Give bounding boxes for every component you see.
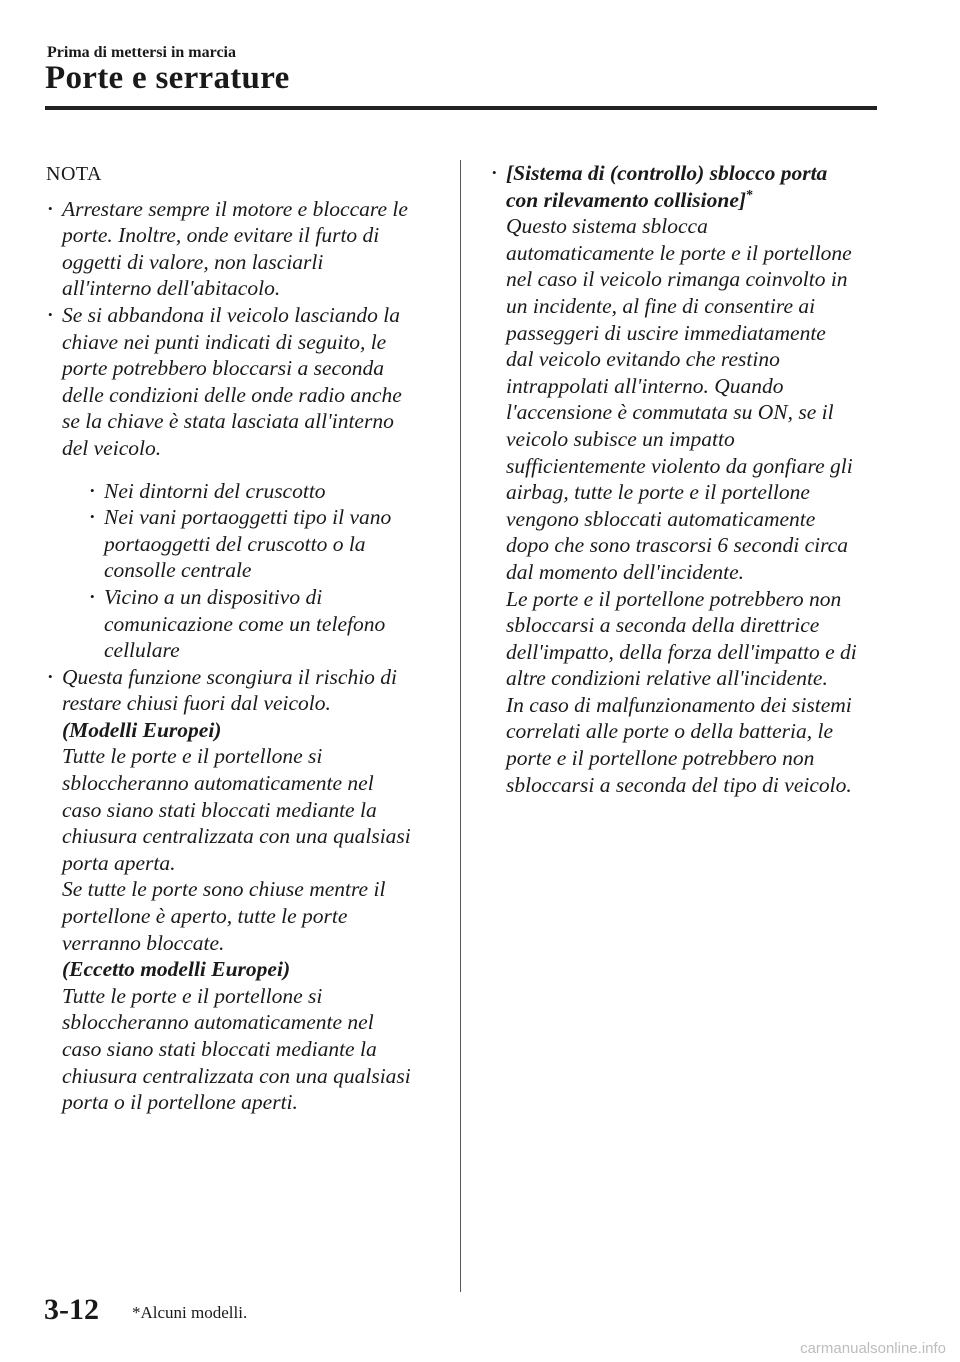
sub-bullet-phone (88, 584, 446, 664)
note-bullet-3 (46, 664, 446, 1116)
text-line: intrappolati all'interno. Quando (506, 373, 784, 398)
text-line: chiave nei punti indicati di seguito, le (62, 329, 387, 354)
note-bullet-1 (46, 196, 446, 302)
text-line: sufficientemente violento da gonfiare gli (506, 453, 853, 478)
text-line: chiusura centralizzata con una qualsiasi (62, 824, 411, 849)
text-line: • Nei vani portaoggetti tipo il vano (104, 505, 392, 530)
header-divider (45, 106, 877, 110)
text-line: portaoggetti del cruscotto o la (104, 531, 366, 556)
text-line: all'interno dell'abitacolo. (62, 276, 281, 301)
text-line: portellone è aperto, tutte le porte (62, 904, 348, 929)
text-line: verranno bloccate. (62, 930, 225, 955)
sub-bullet-dashboard (88, 478, 446, 505)
text-line: • Nei dintorni del cruscotto (104, 478, 326, 503)
collision-unlock-heading-line-1: • [Sistema di (controllo) sblocco porta (506, 161, 828, 185)
some-models-mark: * (746, 187, 754, 203)
text-line: airbag, tutte le porte e il portellone (506, 480, 810, 505)
heading-text: con rilevamento collisione] (506, 187, 747, 212)
note-title: NOTA (46, 163, 102, 185)
left-column (46, 160, 446, 1116)
text-line: Tutte le porte e il portellone si (62, 744, 323, 769)
text-line: consolle centrale (104, 558, 252, 583)
text-line: dopo che sono trascorsi 6 secondi circa (506, 533, 848, 558)
text-line: del veicolo. (62, 435, 162, 460)
text-line: porta o il portellone aperti. (62, 1090, 298, 1115)
text-line: un incidente, al fine di consentire ai (506, 293, 816, 318)
column-divider (460, 160, 461, 1292)
text-line: altre condizioni relative all'incidente. (506, 666, 828, 691)
footnote: *Alcuni modelli. (132, 1303, 248, 1322)
text-line: Tutte le porte e il portellone si (62, 983, 323, 1008)
text-line: • Arrestare sempre il motore e bloccare le (62, 196, 408, 221)
sub-bullet-storage (88, 504, 446, 584)
text-line: porte. Inoltre, onde evitare il furto di (62, 223, 380, 248)
text-line: • Questa funzione scongiura il rischio di (62, 664, 398, 689)
sub-bullet-list (62, 478, 446, 664)
section-subtitle: Prima di mettersi in marcia (47, 44, 236, 61)
text-line: Le porte e il portellone potrebbero non (506, 586, 842, 611)
watermark: carmanualsonline.info (800, 1340, 946, 1357)
text-line: porte e il portellone potrebbero non (506, 746, 815, 771)
note-bullet-4 (490, 160, 890, 798)
text-line: In caso di malfunzionamento dei sistemi (506, 692, 852, 717)
page-number: 3-12 (44, 1293, 99, 1326)
text-line: dell'impatto, della forza dell'impatto e di (506, 639, 857, 664)
text-line: • Se si abbandona il veicolo lasciando la (62, 302, 400, 327)
text-line: delle condizioni delle onde radio anche (62, 382, 402, 407)
page-title: Porte e serrature (45, 60, 290, 96)
note-bullet-2 (46, 302, 446, 664)
text-line: oggetti di valore, non lasciarli (62, 249, 324, 274)
text-line: nel caso il veicolo rimanga coinvolto in (506, 267, 848, 292)
collision-unlock-heading-line-2 (506, 187, 890, 214)
text-line: vengono sbloccati automaticamente (506, 506, 816, 531)
text-line: Questo sistema sblocca (506, 214, 708, 239)
text-line: veicolo subisce un impatto (506, 426, 735, 451)
text-line: porta aperta. (62, 850, 176, 875)
text-line: Se tutte le porte sono chiuse mentre il (62, 877, 386, 902)
text-line: sbloccarsi a seconda della direttrice (506, 613, 820, 638)
text-line: dal veicolo evitando che restino (506, 347, 780, 372)
right-column (490, 160, 890, 798)
text-line: porte potrebbero bloccarsi a seconda (62, 356, 385, 381)
text-line: restare chiusi fuori dal veicolo. (62, 691, 331, 716)
text-line: sbloccheranno automaticamente nel (62, 771, 374, 796)
text-line: correlati alle porte o della batteria, le (506, 719, 834, 744)
text-line: caso siano stati bloccati mediante la (62, 1037, 377, 1061)
text-line: se la chiave è stata lasciata all'interno (62, 409, 394, 434)
text-line: caso siano stati bloccati mediante la (62, 797, 377, 822)
heading-non-eu-models: (Eccetto modelli Europei) (62, 957, 291, 982)
text-line: automaticamente le porte e il portellone (506, 240, 852, 265)
text-line: chiusura centralizzata con una qualsiasi (62, 1063, 411, 1088)
text-line: comunicazione come un telefono (104, 611, 386, 636)
text-line: l'accensione è commutata su ON, se il (506, 400, 834, 425)
text-line: sbloccarsi a seconda del tipo di veicolo. (506, 772, 852, 797)
text-line: • Vicino a un dispositivo di (104, 584, 323, 609)
text-line: passeggeri di uscire immediatamente (506, 320, 826, 345)
text-line: sbloccheranno automaticamente nel (62, 1010, 374, 1035)
heading-eu-models: (Modelli Europei) (62, 717, 222, 742)
text-line: dal momento dell'incidente. (506, 559, 745, 584)
text-line: cellulare (104, 638, 180, 663)
